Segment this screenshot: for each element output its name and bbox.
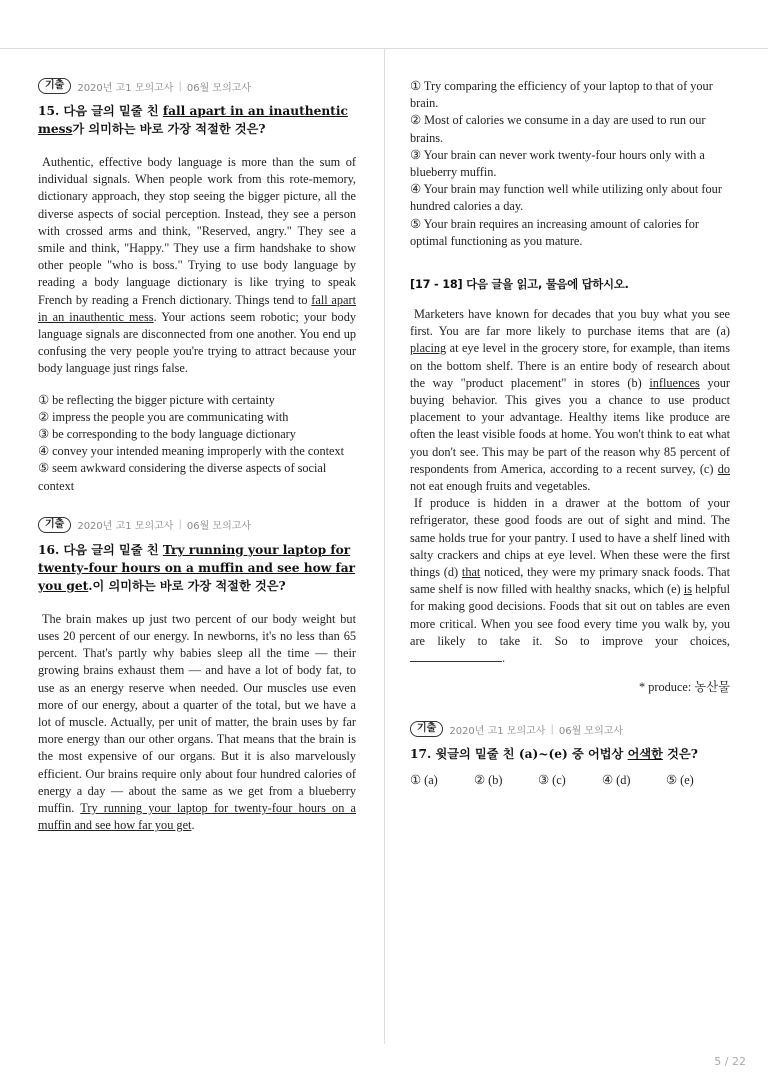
q15-exam-tag: 기출 2020년 고1 모의고사 | 06월 모의고사 <box>38 78 356 94</box>
q15-title: 15. 다음 글의 밑줄 친 fall apart in an inauthentic mess가 의미하는 바로 가장 적절한 것은? <box>38 104 348 136</box>
q15-option-5[interactable]: ⑤ seem awkward considering the diverse aspects of social context <box>38 461 327 493</box>
underline-b: influences <box>649 375 700 390</box>
q17-option-2[interactable]: ② (b) <box>474 773 503 788</box>
q17-exam-tag: 기출 2020년 고1 모의고사 | 06월 모의고사 <box>410 721 730 737</box>
q16-option-4[interactable]: ④ Your brain may function well while utilizing only about four hundred calories a day. <box>410 182 722 214</box>
q15-passage: Authentic, effective body language is more than the sum of individual signals. When people work from this rote-memory, dictionary approach, they stop seeing the bigger picture, all the diverse aspects of social perception. Instead, they see a person with crossed arms and think, "Reserved, angry." They see a smile and think, "Happy." They use a firm handshake to show other people "who is boss." Trying to use body language by reading a body language dictionary is like trying to speak French by reading a French dictionary. Things tend to fall apart in an inauthentic mess. Your actions seem robotic; your body language signals are disconnected from one another. You end up confusing the very people you're trying to attract because your body language just rings false. <box>38 155 356 376</box>
exam-month: 06월 모의고사 <box>186 82 252 94</box>
q16-option-5[interactable]: ⑤ Your brain requires an increasing amount of calories for optimal functioning as you mature. <box>410 216 699 248</box>
passage-paragraph-2: If produce is hidden in a drawer at the bottom of your refrigerator, these good foods are out of sight and mind. The same holds true for your pantry. I used to have a shelf lined with salty crackers and chips at eye level. When these were the first things (d) that noticed, they were my primary snack foods. That same shelf is now filled with healthy snacks, which (e) is helpful for making good decisions. Foods that sit out on tables are even more critical. When you see food every time you walk by, you are likely to take it. So to improve your choices, . <box>410 496 730 666</box>
q15-options <box>38 392 356 495</box>
q15-underlined-phrase: fall apart in an inauthentic mess <box>38 292 356 324</box>
q16-passage: The brain makes up just two percent of our body weight but uses 20 percent of our energy. In newborns, it's no less than 65 percent. That's partly why babies sleep all the time — their growing brains exhaust them — and have a lot of body fat, to use as an energy reserve when needed. Our muscles use even more of our energy, about a quarter of the total, but we have a lot of muscle. Actually, per unit of matter, the brain uses by far more energy than our other organs. That means that the brain is the most expensive of our organs. But it is also marvelously efficient. Our brains require only about four hundred calories of energy a day — about the same as we get from a blueberry muffin. Try running your laptop for twenty-four hours on a muffin and see how far you get. <box>38 611 356 833</box>
exam-month: 06월 모의고사 <box>558 725 624 737</box>
exam-year: 2020년 고1 모의고사 <box>77 521 174 533</box>
q16-underlined-phrase: Try running your laptop for twenty-four hours on a muffin and see how far you get <box>38 801 356 833</box>
q16-option-2[interactable]: ② Most of calories we consume in a day are used to run our brains. <box>410 113 706 145</box>
exam-badge: 기출 <box>38 78 71 94</box>
exam-year: 2020년 고1 모의고사 <box>449 725 546 737</box>
q15-option-4[interactable]: ④ convey your intended meaning improperly with the context <box>38 444 345 459</box>
q17-title-underline: 어색한 <box>627 747 663 762</box>
group-17-18-title: [17 - 18] 다음 글을 읽고, 물음에 답하시오. <box>410 278 629 292</box>
q16-options <box>410 78 730 250</box>
q16-exam-tag: 기출 2020년 고1 모의고사 | 06월 모의고사 <box>38 517 356 533</box>
exam-badge: 기출 <box>38 517 71 533</box>
q15-title-underline: fall apart in an inauthentic mess <box>38 104 348 136</box>
q16-title: 16. 다음 글의 밑줄 친 Try running your laptop for twenty-four hours on a muffin and see how far you get.이 의미하는 바로 가장 적절한 것은? <box>38 542 356 593</box>
underline-c: do <box>717 461 730 476</box>
right-column <box>410 78 730 788</box>
q17-title: 17. 윗글의 밑줄 친 (a)~(e) 중 어법상 어색한 것은? <box>410 747 698 762</box>
group-17-18-passage <box>410 306 730 667</box>
underline-a: placing <box>410 341 447 356</box>
q17-options <box>410 773 730 788</box>
underline-d: that <box>461 565 481 580</box>
exam-year: 2020년 고1 모의고사 <box>77 82 174 94</box>
exam-badge: 기출 <box>410 721 443 737</box>
left-column <box>38 78 356 835</box>
underline-e: is <box>683 582 692 597</box>
exam-month: 06월 모의고사 <box>186 521 252 533</box>
q16-option-1[interactable]: ① Try comparing the efficiency of your laptop to that of your brain. <box>410 79 713 111</box>
column-divider <box>384 49 385 1044</box>
page-number: 5 / 22 <box>714 1055 746 1068</box>
q17-option-4[interactable]: ④ (d) <box>602 773 631 788</box>
footnote: * produce: 농산물 <box>639 680 730 695</box>
q17-option-1[interactable]: ① (a) <box>410 773 438 788</box>
q15-option-3[interactable]: ③ be corresponding to the body language dictionary <box>38 427 296 442</box>
q15-option-2[interactable]: ② impress the people you are communicating with <box>38 409 289 424</box>
answer-blank <box>410 650 502 662</box>
passage-paragraph-1: Marketers have known for decades that you buy what you see first. You are far more likely to purchase items that are (a) placing at eye level in the grocery store, for example, than items on the bottom shelf. There is an entire body of research about the way "product placement" in stores (b) influences your buying behavior. This gives you a chance to use product placement to your advantage. Healthy items like produce are often the least visible foods at home. You won't think to eat what you don't see. This may be part of the reason why 85 percent of respondents from America, according to a recent survey, (c) do not eat enough fruits and vegetables. <box>410 307 730 494</box>
q17-option-3[interactable]: ③ (c) <box>538 773 566 788</box>
q16-option-3[interactable]: ③ Your brain can never work twenty-four hours only with a blueberry muffin. <box>410 147 705 180</box>
q17-option-5[interactable]: ⑤ (e) <box>666 773 694 788</box>
q15-option-1[interactable]: ① be reflecting the bigger picture with certainty <box>38 392 275 407</box>
q16-title-underline: Try running your laptop for twenty-four hours on a muffin and see how far you get <box>38 542 356 593</box>
